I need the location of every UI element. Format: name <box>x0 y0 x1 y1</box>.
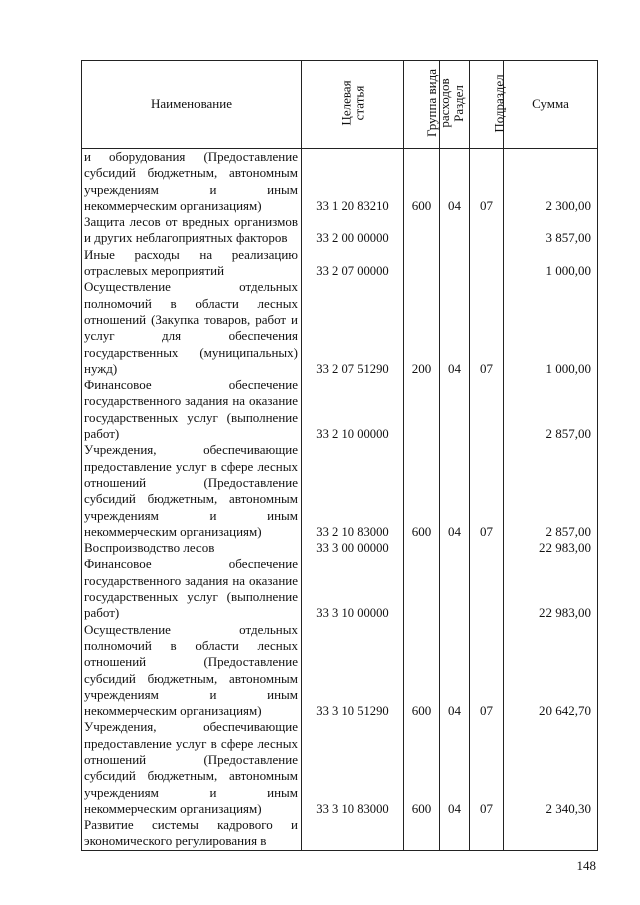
row-name: Осуществление отдельных полномочий в области лесных отношений (Закупка товаров, работ и услуг для обеспечения государственных (муниципальных) нужд) <box>82 279 302 377</box>
row-name: Финансовое обеспечение государственного задания на оказание государственных услуг (выполнение работ) <box>82 377 302 442</box>
row-code: 33 2 10 83000 <box>302 442 404 540</box>
row-name: Учреждения, обеспечивающие предоставление услуг в сфере лесных отношений (Предоставление субсидий бюджетным, автономным учреждениям и иным некоммерческим организациям) <box>82 719 302 817</box>
row-sum: 2 340,30 <box>504 719 598 817</box>
row-sum: 3 857,00 <box>504 214 598 247</box>
row-name: Развитие системы кадрового и экономического регулирования в <box>82 817 302 850</box>
row-group: 600 <box>404 622 440 720</box>
row-section <box>440 377 470 442</box>
row-group: 600 <box>404 719 440 817</box>
row-code: 33 3 10 00000 <box>302 556 404 621</box>
row-name: Учреждения, обеспечивающие предоставление услуг в сфере лесных отношений (Предоставление субсидий бюджетным, автономным учреждениям и иным некоммерческим организациям) <box>82 442 302 540</box>
row-sum: 2 300,00 <box>504 149 598 215</box>
row-sum: 20 642,70 <box>504 622 598 720</box>
table-row <box>82 279 598 377</box>
row-group <box>404 556 440 621</box>
row-subsection <box>470 214 504 247</box>
header-expense-group: Группа вида расходов <box>404 61 440 149</box>
row-name: и оборудования (Предоставление субсидий бюджетным, автономным учреждениям и иным некоммерческим организациям) <box>82 149 302 215</box>
table-row <box>82 817 598 850</box>
header-subsection: Подраздел <box>470 61 504 149</box>
row-section: 04 <box>440 622 470 720</box>
row-subsection <box>470 247 504 280</box>
row-subsection <box>470 556 504 621</box>
header-section: Раздел <box>440 61 470 149</box>
row-name: Финансовое обеспечение государственного задания на оказание государственных услуг (выполнение работ) <box>82 556 302 621</box>
row-code: 33 2 07 51290 <box>302 279 404 377</box>
row-group: 600 <box>404 442 440 540</box>
table-header-row <box>82 61 598 149</box>
table-row <box>82 247 598 280</box>
row-code: 33 3 10 83000 <box>302 719 404 817</box>
table-row <box>82 719 598 817</box>
row-group <box>404 817 440 850</box>
row-section <box>440 556 470 621</box>
row-subsection: 07 <box>470 719 504 817</box>
row-code: 33 2 10 00000 <box>302 377 404 442</box>
row-sum: 22 983,00 <box>504 540 598 556</box>
row-section: 04 <box>440 719 470 817</box>
table-row <box>82 540 598 556</box>
table-row <box>82 214 598 247</box>
row-subsection: 07 <box>470 622 504 720</box>
row-section: 04 <box>440 442 470 540</box>
row-sum: 22 983,00 <box>504 556 598 621</box>
row-section: 04 <box>440 279 470 377</box>
row-group <box>404 247 440 280</box>
row-section: 04 <box>440 149 470 215</box>
row-name: Защита лесов от вредных организмов и других неблагоприятных факторов <box>82 214 302 247</box>
row-subsection: 07 <box>470 279 504 377</box>
row-section <box>440 247 470 280</box>
row-section <box>440 817 470 850</box>
row-subsection <box>470 540 504 556</box>
row-subsection: 07 <box>470 149 504 215</box>
row-subsection <box>470 377 504 442</box>
row-group <box>404 214 440 247</box>
row-code: 33 2 00 00000 <box>302 214 404 247</box>
row-code: 33 3 10 51290 <box>302 622 404 720</box>
row-group <box>404 540 440 556</box>
table-row <box>82 377 598 442</box>
table-row <box>82 442 598 540</box>
table-row <box>82 622 598 720</box>
row-section <box>440 540 470 556</box>
row-name: Воспроизводство лесов <box>82 540 302 556</box>
header-sum: Сумма <box>504 61 598 149</box>
header-target-article: Целевая статья <box>302 61 404 149</box>
row-name: Осуществление отдельных полномочий в области лесных отношений (Предоставление субсидий бюджетным, автономным учреждениям и иным некоммерческим организациям) <box>82 622 302 720</box>
row-sum: 1 000,00 <box>504 247 598 280</box>
row-subsection <box>470 817 504 850</box>
page-number: 148 <box>576 858 596 873</box>
row-code: 33 3 00 00000 <box>302 540 404 556</box>
row-code: 33 2 07 00000 <box>302 247 404 280</box>
table-row <box>82 556 598 621</box>
row-section <box>440 214 470 247</box>
row-sum <box>504 817 598 850</box>
table-row <box>82 149 598 215</box>
row-name: Иные расходы на реализацию отраслевых мероприятий <box>82 247 302 280</box>
row-sum: 2 857,00 <box>504 377 598 442</box>
row-code <box>302 817 404 850</box>
budget-table <box>81 60 598 851</box>
header-name: Наименование <box>82 61 302 149</box>
row-sum: 2 857,00 <box>504 442 598 540</box>
row-sum: 1 000,00 <box>504 279 598 377</box>
row-group: 600 <box>404 149 440 215</box>
row-group: 200 <box>404 279 440 377</box>
row-subsection: 07 <box>470 442 504 540</box>
row-code: 33 1 20 83210 <box>302 149 404 215</box>
row-group <box>404 377 440 442</box>
